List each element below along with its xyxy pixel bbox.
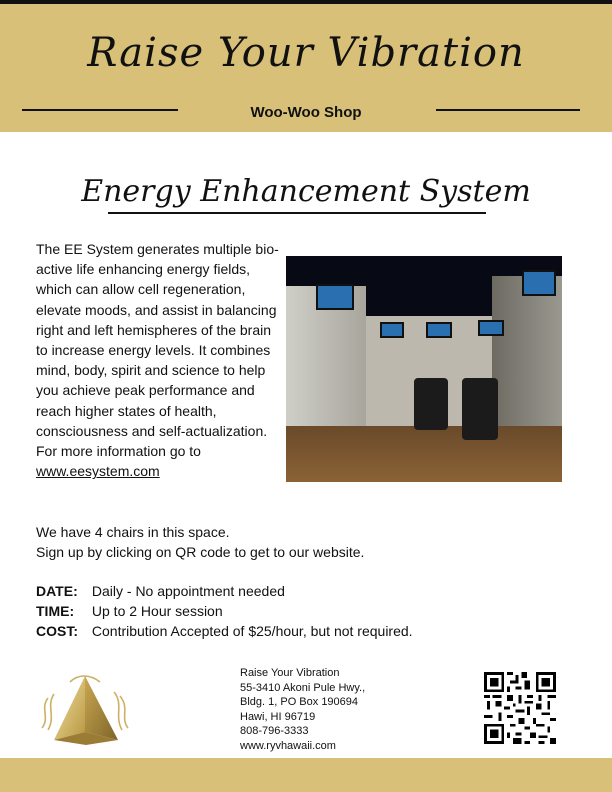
pyramid-logo-icon: [34, 668, 136, 746]
photo-tv: [478, 320, 504, 336]
date-label: DATE:: [36, 583, 78, 599]
time-row: [36, 601, 556, 621]
address-phone: 808-796-3333: [240, 725, 309, 738]
qr-code-icon[interactable]: [484, 672, 556, 744]
shop-subtitle: Woo-Woo Shop: [250, 104, 362, 121]
page-headline: Energy Enhancement System: [81, 174, 531, 209]
photo-tv: [426, 322, 452, 338]
chairs-line: We have 4 chairs in this space.: [36, 524, 230, 540]
cost-value: Contribution Accepted of $25/hour, but not required.: [91, 623, 413, 639]
address-block: [240, 666, 420, 754]
date-value: Daily - No appointment needed: [91, 583, 285, 599]
time-label: TIME:: [36, 603, 75, 619]
time-value: Up to 2 Hour session: [91, 603, 223, 619]
date-row: [36, 581, 556, 601]
headline-underline: [108, 212, 486, 214]
photo-tv: [380, 322, 404, 338]
brand-title: Raise Your Vibration: [87, 30, 525, 76]
address-website[interactable]: www.ryvhawaii.com: [240, 739, 336, 752]
address-bldg: Bldg. 1, PO Box 190694: [240, 696, 359, 709]
eesystem-link[interactable]: www.eesystem.com: [36, 463, 160, 480]
photo-chair: [414, 378, 448, 430]
photo-tv: [316, 284, 354, 310]
footer-banner: [0, 758, 612, 792]
photo-floor: [286, 426, 562, 482]
intro-paragraph: [36, 239, 280, 481]
room-photo: [286, 256, 562, 482]
cost-row: [36, 621, 556, 641]
signup-line: Sign up by clicking on QR code to get to our website.: [36, 544, 365, 560]
photo-chair: [462, 378, 498, 440]
info-block: [36, 581, 556, 641]
address-name: Raise Your Vibration: [240, 667, 340, 679]
photo-tv: [522, 270, 556, 296]
details-block: [36, 522, 556, 562]
cost-label: COST:: [36, 623, 78, 639]
intro-text: The EE System generates multiple bio-active life enhancing energy fields, which can allow cell regeneration, elevate moods, and assist in balancing right and left hemispheres of the brain to increase energy levels. It combines mind, body, spirit and science to help you achieve peak performance and reach higher states of health, consciousness and self-actualization. For more information go to: [36, 241, 279, 460]
address-street: 55-3410 Akoni Pule Hwy.,: [240, 681, 366, 694]
address-city: Hawi, HI 96719: [240, 710, 316, 723]
